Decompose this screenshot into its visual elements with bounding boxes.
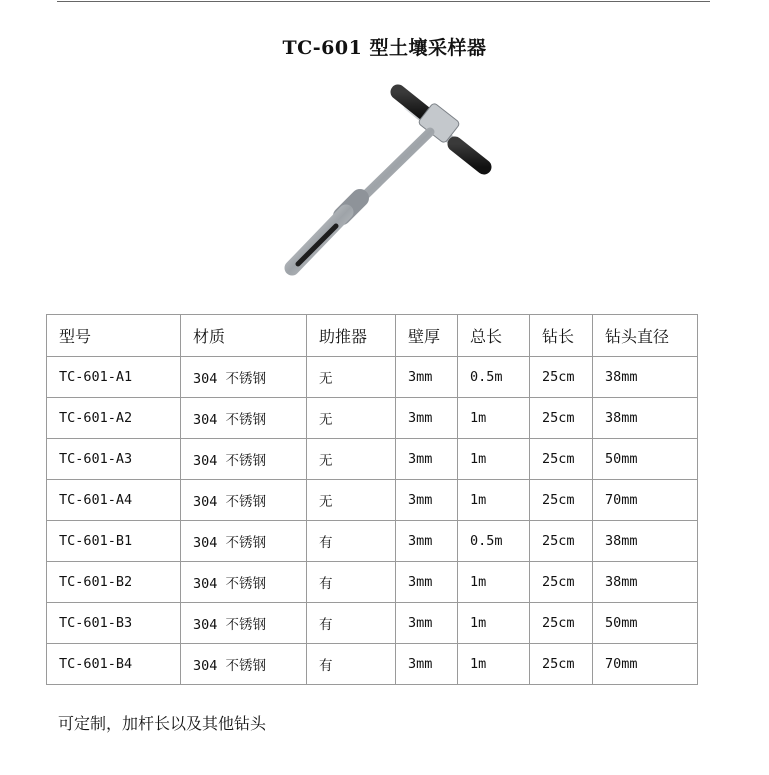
cell-total-length: 1m	[458, 562, 530, 603]
cell-total-length: 0.5m	[458, 521, 530, 562]
cell-bit-diameter: 38mm	[593, 521, 698, 562]
cell-wall-thickness: 3mm	[396, 357, 458, 398]
cell-drill-length: 25cm	[530, 398, 593, 439]
cell-bit-diameter: 50mm	[593, 603, 698, 644]
cell-wall-thickness: 3mm	[396, 603, 458, 644]
table-header-row	[47, 315, 698, 357]
cell-booster: 有	[307, 521, 396, 562]
table-row	[47, 603, 698, 644]
table-row	[47, 480, 698, 521]
cell-total-length: 1m	[458, 480, 530, 521]
header-bit-diameter: 钻头直径	[593, 315, 698, 357]
cell-wall-thickness: 3mm	[396, 644, 458, 685]
cell-wall-thickness: 3mm	[396, 480, 458, 521]
cell-wall-thickness: 3mm	[396, 398, 458, 439]
cell-total-length: 1m	[458, 439, 530, 480]
cell-wall-thickness: 3mm	[396, 439, 458, 480]
cell-material: 304 不锈钢	[181, 644, 307, 685]
soil-sampler-tool-image	[270, 80, 510, 285]
cell-model: TC-601-A2	[47, 398, 181, 439]
header-drill-length: 钻长	[530, 315, 593, 357]
cell-booster: 无	[307, 439, 396, 480]
cell-drill-length: 25cm	[530, 644, 593, 685]
cell-drill-length: 25cm	[530, 603, 593, 644]
cell-material: 304 不锈钢	[181, 480, 307, 521]
table-row	[47, 357, 698, 398]
cell-material: 304 不锈钢	[181, 398, 307, 439]
table-row	[47, 521, 698, 562]
cell-drill-length: 25cm	[530, 480, 593, 521]
cell-booster: 有	[307, 644, 396, 685]
cell-bit-diameter: 38mm	[593, 357, 698, 398]
lower-grip	[455, 144, 484, 167]
cell-model: TC-601-B2	[47, 562, 181, 603]
top-divider	[57, 1, 710, 2]
cell-wall-thickness: 3mm	[396, 562, 458, 603]
upper-grip	[398, 92, 428, 116]
cell-booster: 无	[307, 398, 396, 439]
cell-material: 304 不锈钢	[181, 562, 307, 603]
header-booster: 助推器	[307, 315, 396, 357]
header-material: 材质	[181, 315, 307, 357]
cell-bit-diameter: 50mm	[593, 439, 698, 480]
cell-booster: 有	[307, 562, 396, 603]
cell-total-length: 1m	[458, 644, 530, 685]
header-wall-thickness: 壁厚	[396, 315, 458, 357]
table-row	[47, 562, 698, 603]
cell-material: 304 不锈钢	[181, 603, 307, 644]
cell-drill-length: 25cm	[530, 562, 593, 603]
cell-booster: 无	[307, 357, 396, 398]
cell-bit-diameter: 38mm	[593, 398, 698, 439]
cell-model: TC-601-B3	[47, 603, 181, 644]
cell-model: TC-601-A4	[47, 480, 181, 521]
header-total-length: 总长	[458, 315, 530, 357]
cell-material: 304 不锈钢	[181, 521, 307, 562]
cell-material: 304 不锈钢	[181, 439, 307, 480]
cell-model: TC-601-A1	[47, 357, 181, 398]
cell-model: TC-601-B4	[47, 644, 181, 685]
cell-total-length: 1m	[458, 398, 530, 439]
customization-note: 可定制，加杆长以及其他钻头	[58, 714, 267, 733]
cell-bit-diameter: 38mm	[593, 562, 698, 603]
cell-drill-length: 25cm	[530, 521, 593, 562]
cell-bit-diameter: 70mm	[593, 480, 698, 521]
table-row	[47, 398, 698, 439]
page-title: TC-601 型土壤采样器	[282, 37, 487, 59]
cell-model: TC-601-A3	[47, 439, 181, 480]
cell-bit-diameter: 70mm	[593, 644, 698, 685]
header-model: 型号	[47, 315, 181, 357]
cell-material: 304 不锈钢	[181, 357, 307, 398]
spec-table	[46, 314, 698, 685]
cell-booster: 无	[307, 480, 396, 521]
cell-total-length: 1m	[458, 603, 530, 644]
table-row	[47, 644, 698, 685]
cell-total-length: 0.5m	[458, 357, 530, 398]
cell-drill-length: 25cm	[530, 439, 593, 480]
cell-wall-thickness: 3mm	[396, 521, 458, 562]
cell-booster: 有	[307, 603, 396, 644]
table-row	[47, 439, 698, 480]
cell-model: TC-601-B1	[47, 521, 181, 562]
cell-drill-length: 25cm	[530, 357, 593, 398]
